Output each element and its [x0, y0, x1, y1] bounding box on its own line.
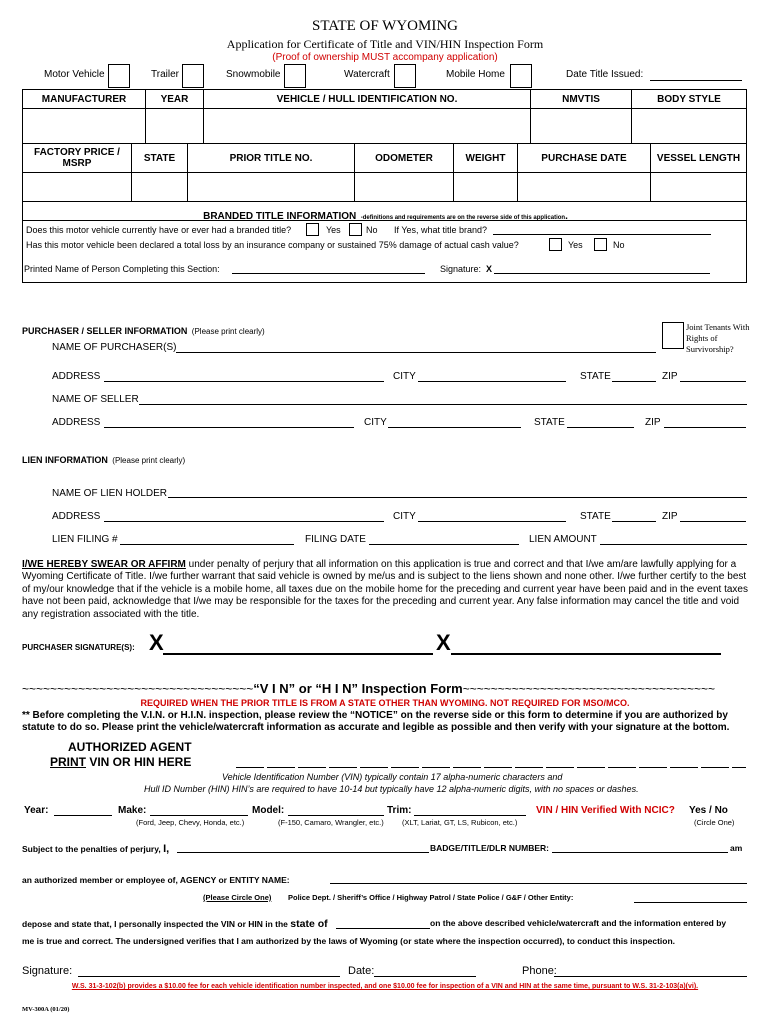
vin-char-17[interactable]	[732, 767, 746, 768]
trim-example: (XLT, Lariat, GT, LS, Rubicon, etc.)	[402, 818, 518, 827]
vin-field[interactable]	[203, 108, 531, 144]
seller-name-label: NAME OF SELLER	[52, 394, 139, 405]
true-correct-statement: me is true and correct. The undersigned verifies that I am authorized by the laws of Wyoming (or state where the inspection occurred), to conduct this inspection.	[22, 936, 676, 946]
purchaser-signature-x2: X	[436, 630, 451, 655]
year-field[interactable]	[145, 108, 204, 144]
other-entity-field[interactable]	[634, 902, 747, 903]
lien-zip-field[interactable]	[680, 521, 746, 522]
inspector-signature-label: Signature:	[22, 965, 73, 977]
trim-label: Trim:	[387, 805, 412, 816]
lien-zip-label: ZIP	[662, 511, 678, 522]
inspection-before-note: ** Before completing the V.I.N. or H.I.N. inspection, please review the “NOTICE” on the reverse side or this form to determine if you are authorized by statute to do so. Please print the vehicle/watercraft information as accurate and legible as possible and then verify with your signature at the bottom.	[22, 710, 730, 733]
model-example: (F-150, Camaro, Wrangler, etc.)	[278, 818, 384, 827]
vin-char-11[interactable]	[546, 767, 574, 768]
filing-date-field[interactable]	[369, 544, 519, 545]
purchaser-section-heading	[22, 321, 265, 339]
vin-char-10[interactable]	[515, 767, 543, 768]
ncic-yes-no[interactable]: Yes / No	[689, 805, 728, 816]
branded-q1: Does this motor vehicle currently have or ever had a branded title?	[26, 225, 292, 235]
branded-q2-no-label: No	[613, 240, 625, 250]
depose-text: depose and state that, I personally inspected the VIN or HIN in the	[22, 919, 291, 929]
nmvtis-field[interactable]	[530, 108, 632, 144]
branded-q1-no-label: No	[366, 225, 378, 235]
purchaser-name-label: NAME OF PURCHASER(S)	[52, 342, 177, 353]
badge-number-field[interactable]	[552, 852, 728, 853]
lien-filing-field[interactable]	[120, 544, 294, 545]
inspection-date-field[interactable]	[374, 976, 476, 977]
lien-holder-label: NAME OF LIEN HOLDER	[52, 488, 168, 499]
page-subtitle: Application for Certificate of Title and VIN/HIN Inspection Form	[226, 37, 544, 51]
trailer-label: Trailer	[151, 69, 179, 80]
date-title-issued-label: Date Title Issued:	[566, 69, 644, 80]
branded-title-label: BRANDED TITLE INFORMATION	[203, 211, 357, 222]
lien-address-label: ADDRESS	[52, 511, 101, 522]
purchaser-city-label: CITY	[393, 371, 416, 382]
perjury-statement	[22, 843, 169, 855]
purchase-date-field[interactable]	[517, 172, 651, 202]
branded-signature-label: Signature:	[440, 264, 482, 274]
lien-filing-label: LIEN FILING #	[52, 534, 118, 545]
seller-zip-field[interactable]	[664, 427, 746, 428]
purchaser-state-label: STATE	[580, 371, 611, 382]
inspection-state-field[interactable]	[336, 928, 430, 929]
branded-title-note: -definitions and requirements are on the reverse side of this application	[360, 215, 566, 221]
purchaser-address-label: ADDRESS	[52, 371, 101, 382]
branded-q1-no-checkbox[interactable]	[349, 223, 362, 236]
circle-one-note: (Circle One)	[694, 818, 735, 827]
vin-char-7[interactable]	[422, 767, 450, 768]
vin-char-15[interactable]	[670, 767, 698, 768]
vin-char-2[interactable]	[267, 767, 295, 768]
manufacturer-header: MANUFACTURER	[22, 89, 146, 109]
branded-q2-yes-checkbox[interactable]	[549, 238, 562, 251]
branded-q2-no-checkbox[interactable]	[594, 238, 607, 251]
purchaser-name-field[interactable]	[176, 352, 656, 353]
branded-title-header: BRANDED TITLE INFORMATION -definitions and requirements are on the reverse side of this application.	[22, 201, 747, 221]
authorized-agent-label: AUTHORIZED AGENT	[68, 740, 192, 754]
make-example: (Ford, Jeep, Chevy, Honda, etc.)	[136, 818, 245, 827]
seller-city-field[interactable]	[388, 427, 521, 428]
lien-address-field[interactable]	[104, 521, 384, 522]
perjury-i: I,	[163, 843, 170, 855]
lien-section-title: LIEN INFORMATION	[22, 455, 108, 465]
inspection-trim-field[interactable]	[414, 815, 526, 816]
purchaser-signature-x1: X	[149, 630, 164, 655]
motor-vehicle-label: Motor Vehicle	[44, 69, 105, 80]
agency-options[interactable]: Police Dept. / Sheriff’s Office / Highway Patrol / State Police / G&F / Other Entity:	[288, 893, 574, 902]
lien-amount-label: LIEN AMOUNT	[529, 534, 597, 545]
seller-address-field[interactable]	[104, 427, 354, 428]
vin-char-9[interactable]	[484, 767, 512, 768]
manufacturer-field[interactable]	[22, 108, 146, 144]
branded-q1-yes-label: Yes	[326, 225, 341, 235]
inspector-phone-field[interactable]	[554, 976, 747, 977]
mobile-home-checkbox[interactable]	[510, 64, 532, 88]
inspection-make-field[interactable]	[150, 815, 248, 816]
seller-city-label: CITY	[364, 417, 387, 428]
prior-title-field[interactable]	[187, 172, 355, 202]
lien-holder-field[interactable]	[168, 497, 747, 498]
branded-q2-yes-label: Yes	[568, 240, 583, 250]
vin-char-3[interactable]	[298, 767, 326, 768]
vin-char-4[interactable]	[329, 767, 357, 768]
vessel-length-header: VESSEL LENGTH	[650, 143, 747, 173]
inspection-model-field[interactable]	[288, 815, 384, 816]
watercraft-label: Watercraft	[344, 69, 390, 80]
affirmation-paragraph	[22, 559, 750, 621]
title-brand-field[interactable]	[493, 234, 711, 235]
vin-char-8[interactable]	[453, 767, 481, 768]
vin-char-1[interactable]	[236, 767, 264, 768]
year-header: YEAR	[145, 89, 204, 109]
proof-note: (Proof of ownership MUST accompany application)	[272, 52, 498, 63]
ncic-label: VIN / HIN Verified With NCIC?	[536, 805, 675, 816]
seller-zip-label: ZIP	[645, 417, 661, 428]
odometer-header: ODOMETER	[354, 143, 454, 173]
lien-state-field[interactable]	[612, 521, 656, 522]
am-label: am	[730, 843, 743, 853]
prior-title-header: PRIOR TITLE NO.	[187, 143, 355, 173]
inspector-phone-label: Phone:	[522, 965, 557, 977]
printed-name-field[interactable]	[232, 273, 425, 274]
statute-note: W.S. 31-3-102(b) provides a $10.00 fee for each vehicle identification number inspected, and one $10.00 fee for inspection of a VIN and HIN at the same time, pursuant to W.S. 31-2-103(a)(vi).	[71, 983, 699, 990]
purchaser-signature-2-field[interactable]	[451, 653, 721, 655]
weight-header: WEIGHT	[453, 143, 518, 173]
lien-city-label: CITY	[393, 511, 416, 522]
purchaser-zip-label: ZIP	[662, 371, 678, 382]
inspection-tildes-left: ~~~~~~~~~~~~~~~~~~~~~~~~~~~~~~~~~	[22, 682, 254, 696]
page-title: STATE OF WYOMING	[311, 18, 459, 34]
state-header: STATE	[131, 143, 188, 173]
body-style-header: BODY STYLE	[631, 89, 747, 109]
inspector-name-field[interactable]	[177, 852, 429, 853]
depose-statement	[22, 918, 328, 930]
mobile-home-label: Mobile Home	[446, 69, 505, 80]
print-vin-hin-label	[50, 755, 191, 769]
weight-field[interactable]	[453, 172, 518, 202]
authorized-member-label: an authorized member or employee of, AGENCY or ENTITY NAME:	[22, 875, 290, 885]
inspection-title-row	[22, 681, 750, 696]
trailer-checkbox[interactable]	[182, 64, 204, 88]
branded-q1-yes-checkbox[interactable]	[306, 223, 319, 236]
badge-label: BADGE/TITLE/DLR NUMBER:	[430, 843, 549, 853]
seller-name-field[interactable]	[139, 404, 747, 405]
body-style-field[interactable]	[631, 108, 747, 144]
inspection-title: “V I N” or “H I N” Inspection Form	[253, 681, 463, 696]
make-label: Make:	[118, 805, 147, 816]
purchaser-section-note: (Please print clearly)	[191, 327, 265, 336]
model-label: Model:	[252, 805, 285, 816]
filing-date-label: FILING DATE	[305, 534, 366, 545]
vin-char-16[interactable]	[701, 767, 729, 768]
vin-char-12[interactable]	[577, 767, 605, 768]
lien-city-field[interactable]	[418, 521, 566, 522]
purchaser-zip-field[interactable]	[680, 381, 746, 382]
inspection-year-field[interactable]	[54, 815, 112, 816]
inspection-tildes-right: ~~~~~~~~~~~~~~~~~~~~~~~~~~~~~~~~~~~~	[462, 682, 716, 696]
odometer-field[interactable]	[354, 172, 454, 202]
snowmobile-checkbox[interactable]	[284, 64, 306, 88]
state-field[interactable]	[131, 172, 188, 202]
lien-amount-field[interactable]	[600, 544, 747, 545]
vin-char-14[interactable]	[639, 767, 667, 768]
depose-end-text: on the above described vehicle/watercraft and the information entered by	[430, 918, 727, 928]
affirmation-body: under penalty of perjury that all information on this application is true and correct and that I/we am/are lawfully applying for a Wyoming Certificate of Title. I/we further warrant that said vehicle is owned by me/us and is subject to the liens shown and none other. I/we further certify to the best of my/our knowledge that if the vehicle is a mobile home, all taxes due on the mobile home for the preceding and current year have been paid and in the event taxes have not been paid, acknowledge that I/we may be responsible for the taxes for the preceding and current year. Any false information may cancel the title and void any registration associated with the title.	[22, 559, 748, 620]
branded-signature-field[interactable]	[494, 273, 710, 274]
lien-state-label: STATE	[580, 511, 611, 522]
state-of-label: state of	[290, 918, 328, 930]
seller-state-label: STATE	[534, 417, 565, 428]
form-number: MV-300A (01/20)	[22, 1006, 70, 1013]
purchaser-signature-1-field[interactable]	[163, 653, 433, 655]
vin-char-6[interactable]	[391, 767, 419, 768]
factory-price-header: FACTORY PRICE / MSRP	[22, 143, 132, 173]
lien-section-note: (Please print clearly)	[112, 456, 186, 465]
lien-section-heading	[22, 450, 185, 468]
vin-note: Vehicle Identification Number (VIN) typically contain 17 alpha-numeric characters and	[222, 772, 563, 782]
branded-signature-x: X	[486, 264, 493, 274]
vin-header: VEHICLE / HULL IDENTIFICATION NO.	[203, 89, 531, 109]
year-label: Year:	[24, 805, 49, 816]
title-brand-label: If Yes, what title brand?	[394, 225, 488, 235]
date-title-issued-field[interactable]	[650, 80, 742, 81]
seller-address-label: ADDRESS	[52, 417, 101, 428]
purchaser-address-field[interactable]	[104, 381, 384, 382]
purchaser-state-field[interactable]	[612, 381, 656, 382]
purchaser-section-title: PURCHASER / SELLER INFORMATION	[22, 326, 188, 336]
perjury-text: Subject to the penalties of perjury,	[22, 844, 164, 854]
printed-name-label: Printed Name of Person Completing this Section:	[24, 264, 220, 274]
watercraft-checkbox[interactable]	[394, 64, 416, 88]
please-circle-one: (Please Circle One)	[203, 893, 272, 902]
purchaser-city-field[interactable]	[418, 381, 566, 382]
purchaser-signatures-label: PURCHASER SIGNATURE(S):	[22, 643, 135, 652]
joint-tenants-checkbox[interactable]	[662, 322, 684, 349]
nmvtis-header: NMVTIS	[530, 89, 632, 109]
print-word: PRINT	[50, 755, 86, 769]
vin-or-hin-label: VIN OR HIN HERE	[86, 755, 192, 769]
vessel-length-field[interactable]	[650, 172, 747, 202]
snowmobile-label: Snowmobile	[226, 69, 281, 80]
inspector-signature-field[interactable]	[78, 976, 340, 977]
factory-price-field[interactable]	[22, 172, 132, 202]
hin-note: Hull ID Number (HIN) HIN’s are required to have 10-14 but typically have 12 alpha-numeric digits, with no spaces or dashes.	[144, 784, 639, 794]
inspection-required-note: REQUIRED WHEN THE PRIOR TITLE IS FROM A STATE OTHER THAN WYOMING. NOT REQUIRED FOR MSO/MCO.	[140, 698, 630, 708]
purchase-date-header: PURCHASE DATE	[517, 143, 651, 173]
affirmation-lead: I/WE HEREBY SWEAR OR AFFIRM	[22, 559, 186, 570]
joint-tenants-label: Joint Tenants With Rights of Survivorship?	[686, 322, 750, 354]
inspection-date-label: Date:	[348, 965, 375, 977]
branded-q2: Has this motor vehicle been declared a total loss by an insurance company or sustained 75% damage of actual cash value?	[26, 240, 519, 250]
vin-char-5[interactable]	[360, 767, 388, 768]
agency-name-field[interactable]	[330, 883, 747, 884]
seller-state-field[interactable]	[567, 427, 634, 428]
motor-vehicle-checkbox[interactable]	[108, 64, 130, 88]
vin-char-13[interactable]	[608, 767, 636, 768]
